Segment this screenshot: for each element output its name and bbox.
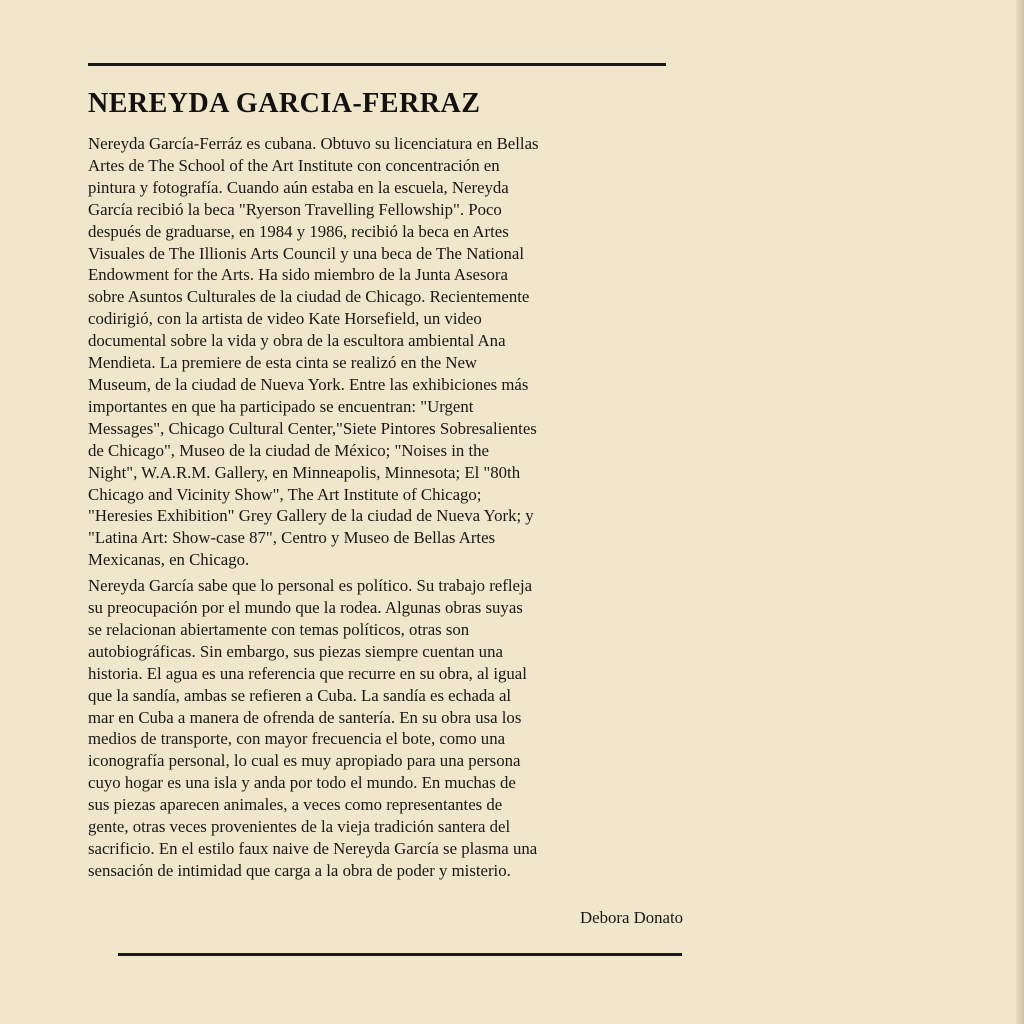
author-signature: Debora Donato bbox=[580, 908, 683, 927]
page-title: NEREYDA GARCIA-FERRAZ bbox=[88, 88, 481, 119]
bottom-rule bbox=[118, 953, 682, 956]
page-edge bbox=[1016, 0, 1024, 1024]
paragraph: Nereyda García sabe que lo personal es político. Su trabajo refleja su preocupación por el mundo que la rodea. Algunas obras suyas se relacionan abiertamente con temas políticos, otras son autobiográficas. Sin embargo, sus piezas siempre cuentan una historia. El agua es una referencia que recurre en su obra, al igual que la sandía, ambas se refieren a Cuba. La sandía es echada al mar en Cuba a manera de ofrenda de santería. En su obra usa los medios de transporte, con mayor frecuencia el bote, como una iconografía personal, lo cual es muy apropiado para una persona cuyo hogar es una isla y anda por todo el mundo. En muchas de sus piezas aparecen animales, a veces como representantes de gente, otras veces provenientes de la vieja tradición santera del sacrificio. En el estilo faux naive de Nereyda García se plasma una sensación de intimidad que carga a la obra de poder y misterio. bbox=[88, 576, 538, 880]
paragraph: Nereyda García-Ferráz es cubana. Obtuvo su licenciatura en Bellas Artes de The School of the Art Institute con concentración en pintura y fotografía. Cuando aún estaba en la escuela, Nereyda García recibió la beca "Ryerson Travelling Fellowship". Poco después de graduarse, en 1984 y 1986, recibió la beca en Artes Visuales de The Illionis Arts Council y una beca de The National Endowment for the Arts. Ha sido miembro de la Junta Asesora sobre Asuntos Culturales de la ciudad de Chicago. Recientemente codirigió, con la artista de video Kate Horsefield, un video documental sobre la vida y obra de la escultora ambiental Ana Mendieta. La premiere de esta cinta se realizó en the New Museum, de la ciudad de Nueva York. Entre las exhibiciones más importantes en que ha participado se encuentran: "Urgent Messages", Chicago Cultural Center,"Siete Pintores Sobresalientes de Chicago", Museo de la ciudad de México; "Noises in the Night", W.A.R.M. Gallery, en Minneapolis, Minnesota; El "80th Chicago and Vicinity Show", The Art Institute of Chicago; "Heresies Exhibition" Grey Gallery de la ciudad de Nueva York; y "Latina Art: Show-case 87", Centro y Museo de Bellas Artes Mexicanas, en Chicago. bbox=[88, 134, 539, 570]
top-rule bbox=[88, 63, 666, 66]
biography-text bbox=[88, 133, 668, 882]
